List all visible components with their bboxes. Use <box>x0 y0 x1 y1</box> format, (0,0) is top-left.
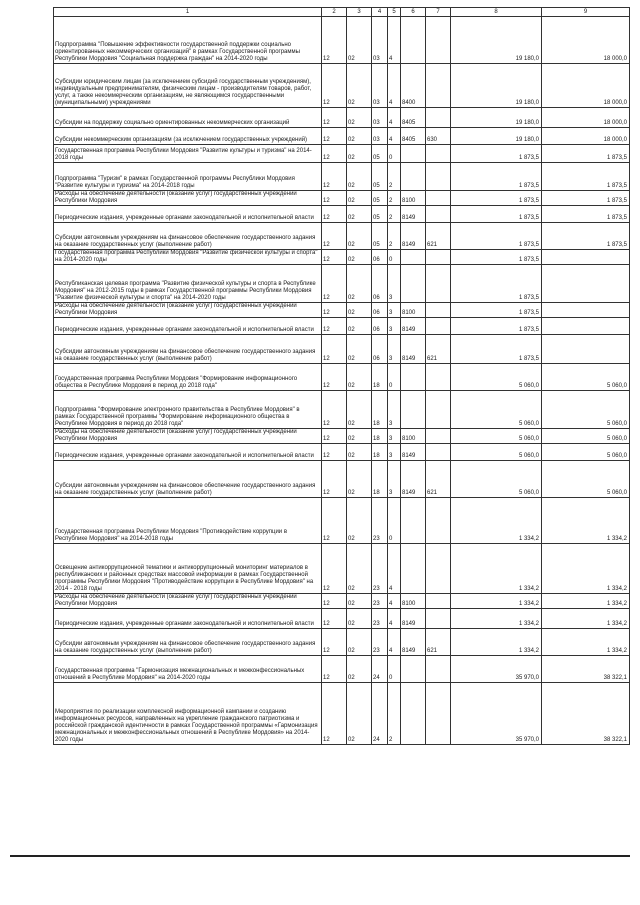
program-code-cell: 05 <box>372 206 388 223</box>
amount-2016-cell: 18 000,0 <box>542 64 630 108</box>
expense-code-cell: 8100 <box>401 303 426 318</box>
subsection-code-cell: 02 <box>347 108 372 128</box>
header-cell: 3 <box>347 8 372 17</box>
type-code-cell <box>426 444 451 461</box>
expense-code-cell: 8100 <box>401 429 426 444</box>
amount-2015-cell: 1 873,5 <box>451 250 542 265</box>
subprogram-code-cell: 4 <box>388 128 401 145</box>
subprogram-code-cell: 2 <box>388 223 401 250</box>
amount-2016-cell <box>542 265 630 303</box>
row-name-cell: Государственная программа Республики Мордовия "Развитие физической культуры и спорта" на 2014-2020 годы <box>54 250 322 265</box>
row-name-cell: Республиканская целевая программа "Развитие физической культуры и спорта в Республике Мордовия" на 2012-2015 годы в рамках Государственной программы Республики Мордовия "Развитие физической культуры и спорта" на 2014-2020 годы <box>54 265 322 303</box>
subsection-code-cell: 02 <box>347 609 372 629</box>
subsection-code-cell: 02 <box>347 206 372 223</box>
program-code-cell: 05 <box>372 145 388 163</box>
subsection-code-cell: 02 <box>347 629 372 656</box>
amount-2015-cell: 1 334,2 <box>451 594 542 609</box>
table-row <box>54 461 630 498</box>
expense-code-cell <box>401 391 426 429</box>
type-code-cell <box>426 206 451 223</box>
type-code-cell <box>426 429 451 444</box>
subprogram-code-cell: 3 <box>388 391 401 429</box>
row-name-cell: Государственная программа "Гармонизация межнациональных и межконфессиональных отношений в Республике Мордовия" на 2014-2020 годы <box>54 656 322 683</box>
section-code-cell: 12 <box>322 656 347 683</box>
header-cell: 4 <box>372 8 388 17</box>
table-row <box>54 429 630 444</box>
subprogram-code-cell: 0 <box>388 250 401 265</box>
table-row <box>54 191 630 206</box>
subsection-code-cell: 02 <box>347 64 372 108</box>
subprogram-code-cell: 0 <box>388 656 401 683</box>
row-name-cell: Расходы на обеспечение деятельности (оказание услуг) государственных учреждений Республики Мордовия <box>54 303 322 318</box>
subprogram-code-cell: 3 <box>388 461 401 498</box>
table-row <box>54 656 630 683</box>
type-code-cell: 621 <box>426 223 451 250</box>
subprogram-code-cell: 3 <box>388 444 401 461</box>
expense-code-cell: 8149 <box>401 223 426 250</box>
program-code-cell: 23 <box>372 629 388 656</box>
amount-2015-cell: 1 873,5 <box>451 265 542 303</box>
table-row <box>54 335 630 364</box>
row-name-cell: Расходы на обеспечение деятельности (оказание услуг) государственных учреждений Республики Мордовия <box>54 594 322 609</box>
amount-2015-cell: 1 873,5 <box>451 335 542 364</box>
section-code-cell: 12 <box>322 128 347 145</box>
row-name-cell: Расходы на обеспечение деятельности (оказание услуг) государственных учреждений Республики Мордовия <box>54 191 322 206</box>
table-row <box>54 163 630 191</box>
program-code-cell: 03 <box>372 64 388 108</box>
amount-2016-cell: 38 322,1 <box>542 683 630 745</box>
subprogram-code-cell: 3 <box>388 265 401 303</box>
type-code-cell: 621 <box>426 629 451 656</box>
header-cell: 9 <box>542 8 630 17</box>
table-row <box>54 444 630 461</box>
section-code-cell: 12 <box>322 64 347 108</box>
subprogram-code-cell: 0 <box>388 498 401 544</box>
section-code-cell: 12 <box>322 163 347 191</box>
amount-2015-cell: 1 873,5 <box>451 163 542 191</box>
expense-code-cell: 8400 <box>401 64 426 108</box>
program-code-cell: 18 <box>372 391 388 429</box>
amount-2015-cell: 1 873,5 <box>451 318 542 335</box>
amount-2016-cell <box>542 303 630 318</box>
subsection-code-cell: 02 <box>347 544 372 594</box>
expense-code-cell: 8149 <box>401 206 426 223</box>
row-name-cell: Подпрограмма "Повышение эффективности государственной поддержки социально ориентированных некоммерческих организаций" в рамках Государственной программы Республики Мордовия "Социальная поддержка граждан" на 2014-2020 годы <box>54 17 322 64</box>
program-code-cell: 23 <box>372 498 388 544</box>
amount-2016-cell: 18 000,0 <box>542 17 630 64</box>
section-code-cell: 12 <box>322 265 347 303</box>
section-code-cell: 12 <box>322 191 347 206</box>
amount-2016-cell <box>542 335 630 364</box>
row-name-cell: Периодические издания, учрежденные органами законодательной и исполнительной власти <box>54 318 322 335</box>
amount-2015-cell: 5 060,0 <box>451 429 542 444</box>
subprogram-code-cell: 4 <box>388 594 401 609</box>
program-code-cell: 18 <box>372 461 388 498</box>
subsection-code-cell: 02 <box>347 191 372 206</box>
amount-2016-cell <box>542 318 630 335</box>
type-code-cell <box>426 17 451 64</box>
subsection-code-cell: 02 <box>347 145 372 163</box>
section-code-cell: 12 <box>322 629 347 656</box>
expense-code-cell: 8149 <box>401 444 426 461</box>
subsection-code-cell: 02 <box>347 364 372 391</box>
amount-2015-cell: 1 334,2 <box>451 498 542 544</box>
table-row <box>54 318 630 335</box>
section-code-cell: 12 <box>322 683 347 745</box>
program-code-cell: 06 <box>372 250 388 265</box>
section-code-cell: 12 <box>322 303 347 318</box>
type-code-cell: 621 <box>426 335 451 364</box>
subsection-code-cell: 02 <box>347 223 372 250</box>
header-cell: 7 <box>426 8 451 17</box>
program-code-cell: 06 <box>372 265 388 303</box>
type-code-cell: 630 <box>426 128 451 145</box>
subsection-code-cell: 02 <box>347 318 372 335</box>
section-code-cell: 12 <box>322 108 347 128</box>
subprogram-code-cell: 0 <box>388 364 401 391</box>
section-code-cell: 12 <box>322 498 347 544</box>
section-code-cell: 12 <box>322 391 347 429</box>
expense-code-cell <box>401 265 426 303</box>
table-row <box>54 609 630 629</box>
header-cell: 8 <box>451 8 542 17</box>
row-name-cell: Периодические издания, учрежденные органами законодательной и исполнительной власти <box>54 609 322 629</box>
expense-code-cell <box>401 683 426 745</box>
expense-code-cell <box>401 544 426 594</box>
table-row <box>54 544 630 594</box>
type-code-cell <box>426 594 451 609</box>
subprogram-code-cell: 4 <box>388 609 401 629</box>
table-row <box>54 223 630 250</box>
type-code-cell <box>426 191 451 206</box>
section-code-cell: 12 <box>322 335 347 364</box>
program-code-cell: 18 <box>372 444 388 461</box>
table-row <box>54 629 630 656</box>
amount-2015-cell: 1 873,5 <box>451 303 542 318</box>
program-code-cell: 03 <box>372 17 388 64</box>
type-code-cell <box>426 265 451 303</box>
table-row <box>54 391 630 429</box>
expense-code-cell: 8100 <box>401 594 426 609</box>
subprogram-code-cell: 2 <box>388 191 401 206</box>
subsection-code-cell: 02 <box>347 444 372 461</box>
section-code-cell: 12 <box>322 461 347 498</box>
type-code-cell <box>426 544 451 594</box>
table-row <box>54 498 630 544</box>
expense-code-cell <box>401 145 426 163</box>
expense-code-cell: 8405 <box>401 108 426 128</box>
expense-code-cell <box>401 250 426 265</box>
type-code-cell: 621 <box>426 461 451 498</box>
subsection-code-cell: 02 <box>347 128 372 145</box>
subsection-code-cell: 02 <box>347 303 372 318</box>
header-cell: 6 <box>401 8 426 17</box>
section-code-cell: 12 <box>322 318 347 335</box>
subsection-code-cell: 02 <box>347 163 372 191</box>
program-code-cell: 24 <box>372 683 388 745</box>
amount-2015-cell: 1 334,2 <box>451 609 542 629</box>
row-name-cell: Периодические издания, учрежденные органами законодательной и исполнительной власти <box>54 444 322 461</box>
table-row <box>54 108 630 128</box>
type-code-cell <box>426 609 451 629</box>
section-code-cell: 12 <box>322 145 347 163</box>
subsection-code-cell: 02 <box>347 429 372 444</box>
amount-2015-cell: 1 334,2 <box>451 544 542 594</box>
amount-2016-cell: 18 000,0 <box>542 128 630 145</box>
table-row <box>54 303 630 318</box>
section-code-cell: 12 <box>322 594 347 609</box>
amount-2016-cell: 1 873,5 <box>542 163 630 191</box>
subprogram-code-cell: 4 <box>388 64 401 108</box>
section-code-cell: 12 <box>322 429 347 444</box>
section-code-cell: 12 <box>322 364 347 391</box>
section-code-cell: 12 <box>322 206 347 223</box>
section-code-cell: 12 <box>322 544 347 594</box>
amount-2015-cell: 1 334,2 <box>451 629 542 656</box>
subprogram-code-cell: 4 <box>388 629 401 656</box>
subsection-code-cell: 02 <box>347 391 372 429</box>
section-code-cell: 12 <box>322 17 347 64</box>
subprogram-code-cell: 3 <box>388 303 401 318</box>
header-cell: 2 <box>322 8 347 17</box>
expense-code-cell <box>401 498 426 544</box>
program-code-cell: 23 <box>372 594 388 609</box>
row-name-cell: Подпрограмма "Туризм" в рамках Государственной программы Республики Мордовия "Развитие культуры и туризма" на 2014-2018 годы <box>54 163 322 191</box>
amount-2015-cell: 1 873,5 <box>451 206 542 223</box>
amount-2016-cell: 5 060,0 <box>542 391 630 429</box>
subsection-code-cell: 02 <box>347 656 372 683</box>
subprogram-code-cell: 3 <box>388 429 401 444</box>
row-name-cell: Субсидии юридическим лицам (за исключением субсидий государственным учреждениям), индивидуальным предпринимателям, физическим лицам - производителям товаров, работ, услуг, а также некоммерческим организациям, не являющимся государственными (муниципальными) учреждениями <box>54 64 322 108</box>
program-code-cell: 06 <box>372 335 388 364</box>
row-name-cell: Государственная программа Республики Мордовия "Формирование информационного общества в Республике Мордовия в период до 2018 года" <box>54 364 322 391</box>
row-name-cell: Субсидии некоммерческим организациям (за исключением государственных учреждений) <box>54 128 322 145</box>
expense-code-cell: 8149 <box>401 629 426 656</box>
program-code-cell: 18 <box>372 364 388 391</box>
type-code-cell <box>426 318 451 335</box>
subprogram-code-cell: 3 <box>388 335 401 364</box>
type-code-cell <box>426 64 451 108</box>
expense-code-cell <box>401 364 426 391</box>
type-code-cell <box>426 364 451 391</box>
type-code-cell <box>426 498 451 544</box>
program-code-cell: 23 <box>372 544 388 594</box>
expense-code-cell <box>401 656 426 683</box>
type-code-cell <box>426 250 451 265</box>
subsection-code-cell: 02 <box>347 265 372 303</box>
table-row <box>54 128 630 145</box>
amount-2015-cell: 35 970,0 <box>451 683 542 745</box>
amount-2015-cell: 19 180,0 <box>451 17 542 64</box>
bottom-rule <box>10 855 630 857</box>
amount-2016-cell: 1 873,5 <box>542 223 630 250</box>
type-code-cell <box>426 656 451 683</box>
header-cell: 5 <box>388 8 401 17</box>
program-code-cell: 03 <box>372 128 388 145</box>
amount-2016-cell: 5 060,0 <box>542 429 630 444</box>
amount-2016-cell: 1 334,2 <box>542 594 630 609</box>
amount-2016-cell: 1 334,2 <box>542 544 630 594</box>
row-name-cell: Субсидии на поддержку социально ориентированных некоммерческих организаций <box>54 108 322 128</box>
subprogram-code-cell: 4 <box>388 108 401 128</box>
amount-2015-cell: 19 180,0 <box>451 64 542 108</box>
amount-2016-cell: 5 060,0 <box>542 364 630 391</box>
amount-2015-cell: 19 180,0 <box>451 108 542 128</box>
table-row <box>54 250 630 265</box>
subprogram-code-cell: 4 <box>388 544 401 594</box>
program-code-cell: 06 <box>372 303 388 318</box>
section-code-cell: 12 <box>322 250 347 265</box>
program-code-cell: 23 <box>372 609 388 629</box>
header-cell: 1 <box>54 8 322 17</box>
type-code-cell <box>426 108 451 128</box>
type-code-cell <box>426 303 451 318</box>
section-code-cell: 12 <box>322 609 347 629</box>
subsection-code-cell: 02 <box>347 683 372 745</box>
subsection-code-cell: 02 <box>347 250 372 265</box>
amount-2016-cell: 1 334,2 <box>542 629 630 656</box>
table-row <box>54 594 630 609</box>
row-name-cell: Подпрограмма "Формирование электронного правительства в Республике Мордовия" в рамках Государственной программы "Формирование информационного общества в Республике Мордовия в период до 2018 года" <box>54 391 322 429</box>
row-name-cell: Освещение антикоррупционной тематики и антикоррупционный мониторинг материалов в республиканских и районных средствах массовой информации в рамках Государственной программы Республики Мордовия "Противодействие коррупции в Республике Мордовия" на 2014 - 2018 годы <box>54 544 322 594</box>
subsection-code-cell: 02 <box>347 335 372 364</box>
amount-2016-cell: 1 873,5 <box>542 145 630 163</box>
expense-code-cell: 8405 <box>401 128 426 145</box>
amount-2016-cell: 1 334,2 <box>542 498 630 544</box>
expense-code-cell <box>401 163 426 191</box>
expense-code-cell: 8149 <box>401 318 426 335</box>
table-row <box>54 145 630 163</box>
subprogram-code-cell: 0 <box>388 145 401 163</box>
type-code-cell <box>426 391 451 429</box>
section-code-cell: 12 <box>322 223 347 250</box>
row-name-cell: Субсидии автономным учреждениям на финансовое обеспечение государственного задания на оказание государственных услуг (выполнение работ) <box>54 223 322 250</box>
budget-table <box>53 7 630 745</box>
amount-2015-cell: 1 873,5 <box>451 145 542 163</box>
amount-2015-cell: 19 180,0 <box>451 128 542 145</box>
type-code-cell <box>426 683 451 745</box>
subprogram-code-cell: 2 <box>388 206 401 223</box>
expense-code-cell <box>401 17 426 64</box>
expense-code-cell: 8149 <box>401 609 426 629</box>
row-name-cell: Государственная программа Республики Мордовия "Развитие культуры и туризма" на 2014-2018 годы <box>54 145 322 163</box>
amount-2015-cell: 5 060,0 <box>451 461 542 498</box>
table-row <box>54 265 630 303</box>
row-name-cell: Субсидии автономным учреждениям на финансовое обеспечение государственного задания на оказание государственных услуг (выполнение работ) <box>54 629 322 656</box>
subsection-code-cell: 02 <box>347 17 372 64</box>
table-row <box>54 64 630 108</box>
row-name-cell: Государственная программа Республики Мордовия "Противодействие коррупции в Республике Мордовия" на 2014-2018 годы <box>54 498 322 544</box>
program-code-cell: 05 <box>372 163 388 191</box>
subprogram-code-cell: 2 <box>388 683 401 745</box>
row-name-cell: Субсидии автономным учреждениям на финансовое обеспечение государственного задания на оказание государственных услуг (выполнение работ) <box>54 335 322 364</box>
program-code-cell: 05 <box>372 223 388 250</box>
subprogram-code-cell: 3 <box>388 318 401 335</box>
amount-2016-cell: 18 000,0 <box>542 108 630 128</box>
subsection-code-cell: 02 <box>347 594 372 609</box>
row-name-cell: Расходы на обеспечение деятельности (оказание услуг) государственных учреждений Республики Мордовия <box>54 429 322 444</box>
amount-2016-cell: 5 060,0 <box>542 444 630 461</box>
expense-code-cell: 8100 <box>401 191 426 206</box>
amount-2015-cell: 35 970,0 <box>451 656 542 683</box>
subsection-code-cell: 02 <box>347 461 372 498</box>
amount-2015-cell: 5 060,0 <box>451 444 542 461</box>
section-code-cell: 12 <box>322 444 347 461</box>
expense-code-cell: 8149 <box>401 461 426 498</box>
amount-2016-cell: 1 873,5 <box>542 206 630 223</box>
amount-2016-cell: 1 873,5 <box>542 191 630 206</box>
amount-2016-cell: 5 060,0 <box>542 461 630 498</box>
subsection-code-cell: 02 <box>347 498 372 544</box>
subprogram-code-cell: 4 <box>388 17 401 64</box>
table-row <box>54 17 630 64</box>
table-row <box>54 206 630 223</box>
program-code-cell: 05 <box>372 191 388 206</box>
amount-2015-cell: 5 060,0 <box>451 364 542 391</box>
table-row <box>54 364 630 391</box>
row-name-cell: Мероприятия по реализации комплексной информационной кампании и созданию информационных ресурсов, направленных на укрепление гражданского патриотизма и российской гражданской идентичности в рамках Государственной программы «Гармонизация межнациональных и межконфессиональных отношений в Республике Мордовия» на 2014-2020 годы <box>54 683 322 745</box>
expense-code-cell: 8149 <box>401 335 426 364</box>
table-row <box>54 683 630 745</box>
table-body <box>54 17 630 745</box>
program-code-cell: 03 <box>372 108 388 128</box>
subprogram-code-cell: 2 <box>388 163 401 191</box>
amount-2015-cell: 1 873,5 <box>451 191 542 206</box>
row-name-cell: Субсидии автономным учреждениям на финансовое обеспечение государственного задания на оказание государственных услуг (выполнение работ) <box>54 461 322 498</box>
row-name-cell: Периодические издания, учрежденные органами законодательной и исполнительной власти <box>54 206 322 223</box>
amount-2015-cell: 1 873,5 <box>451 223 542 250</box>
amount-2016-cell: 38 322,1 <box>542 656 630 683</box>
type-code-cell <box>426 145 451 163</box>
type-code-cell <box>426 163 451 191</box>
program-code-cell: 06 <box>372 318 388 335</box>
amount-2015-cell: 5 060,0 <box>451 391 542 429</box>
program-code-cell: 24 <box>372 656 388 683</box>
table-header-row <box>54 8 630 17</box>
amount-2016-cell <box>542 250 630 265</box>
program-code-cell: 18 <box>372 429 388 444</box>
amount-2016-cell: 1 334,2 <box>542 609 630 629</box>
budget-table-sheet <box>53 7 629 745</box>
